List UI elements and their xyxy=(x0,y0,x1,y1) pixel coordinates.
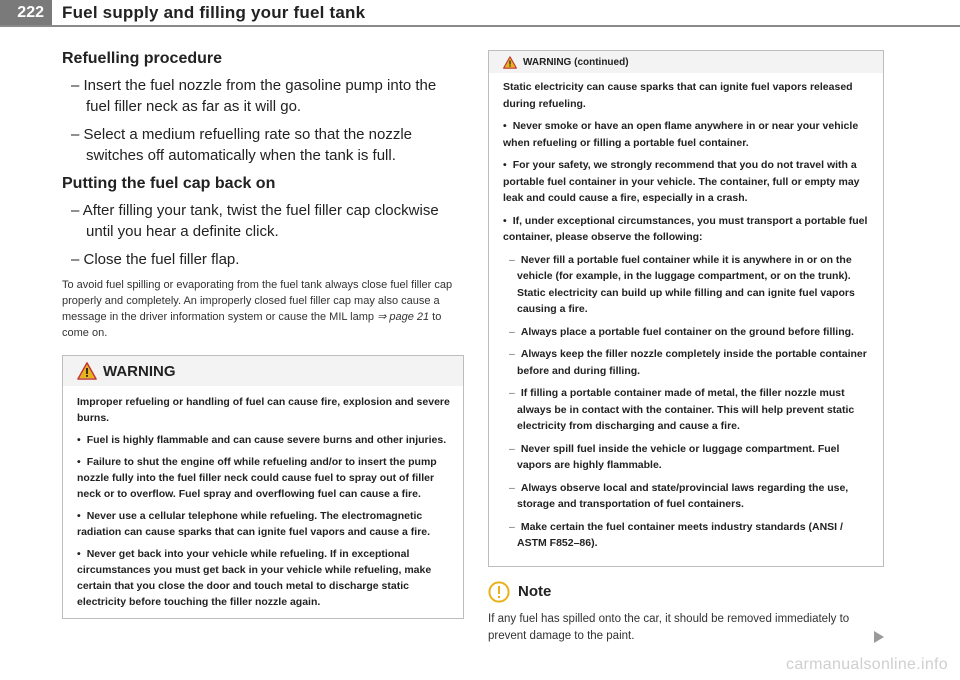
warning-bullet: • For your safety, we strongly recommend that you do not travel with a portable fuel container in your vehicle. The container, full or empty may leak and could cause a fire, especially in a crash. xyxy=(503,157,871,207)
warning-bullet: • Never smoke or have an open flame anywhere in or near your vehicle when refueling or filling a portable fuel container. xyxy=(503,118,871,151)
refuelling-step: – Select a medium refuelling rate so that the nozzle switches off automatically when the tank is full. xyxy=(71,126,413,164)
note-box xyxy=(488,581,884,645)
warning-subitem: – Never spill fuel inside the vehicle or luggage compartment. Fuel vapors are highly flammable. xyxy=(503,441,871,474)
note-text: If any fuel has spilled onto the car, it should be removed immediately to prevent damage to the paint. xyxy=(488,611,884,645)
fuel-cap-heading: Putting the fuel cap back on xyxy=(62,175,276,192)
warning-bullet: • Never get back into your vehicle while refueling. If in exceptional circumstances you must get back in your vehicle while refueling, make certain that you close the door and touch metal to discharge static electricity before touching the filler nozzle again. xyxy=(77,546,451,610)
warning-subitem: – Never fill a portable fuel container while it is anywhere in or on the vehicle (for example, in the luggage compartment, or on the trunk). Static electricity can build up while filling and can ignite fuel vapors causing a fire. xyxy=(503,252,871,318)
page-number: 222 xyxy=(17,4,44,21)
warning-subitem: – Always keep the filler nozzle completely inside the portable container before and during filling. xyxy=(503,346,871,379)
refuelling-step: – Insert the fuel nozzle from the gasoline pump into the fuel filler neck as far as it will go. xyxy=(71,77,437,115)
note-header xyxy=(488,581,884,603)
next-page-arrow-icon[interactable] xyxy=(874,631,884,643)
fuel-cap-step: – After filling your tank, twist the fuel filler cap clockwise until you hear a definite click. xyxy=(71,202,439,240)
warning-subitem: – Always observe local and state/provincial laws regarding the use, storage and transportation of fuel containers. xyxy=(503,480,871,513)
fuel-cap-step: – Close the fuel filler flap. xyxy=(71,251,240,268)
warning-box xyxy=(62,355,464,619)
note-label: Note xyxy=(518,583,552,600)
warning-header xyxy=(63,356,463,386)
warning-continued-label: WARNING (continued) xyxy=(523,56,629,68)
page-reference-link[interactable]: ⇒ page 21 xyxy=(377,311,430,323)
warning-label: WARNING xyxy=(103,362,176,380)
warning-bullet: • Failure to shut the engine off while refueling and/or to insert the pump nozzle fully into the fuel filler neck could cause fuel to spray out of filler neck or to overflow. Fuel spray and overflowing fuel can cause a fire. xyxy=(77,454,451,502)
warning-triangle-icon xyxy=(503,56,517,69)
watermark: carmanualsonline.info xyxy=(786,656,948,673)
warning-continued-box xyxy=(488,50,884,567)
header-divider xyxy=(0,25,960,27)
warning-continued-header xyxy=(489,51,883,73)
warning-subitem: – Always place a portable fuel container on the ground before filling. xyxy=(503,324,871,341)
page-header-title: Fuel supply and filling your fuel tank xyxy=(62,3,366,22)
fuel-cap-paragraph: To avoid fuel spilling or evaporating from the fuel tank always close fuel filler cap properly and completely. An improperly closed fuel filler cap may also cause a message in the driver information system or cause the MIL lamp ⇒ page 21 to come on. xyxy=(62,279,453,339)
warning-subitem: – Make certain the fuel container meets industry standards (ANSI / ASTM F852–86). xyxy=(503,519,871,552)
warning-triangle-icon xyxy=(77,362,97,380)
warning-bullet: • If, under exceptional circumstances, you must transport a portable fuel container, please observe the following: xyxy=(503,213,871,246)
warning-bullet: • Fuel is highly flammable and can cause severe burns and other injuries. xyxy=(77,432,451,448)
warning-intro: Static electricity can cause sparks that can ignite fuel vapors released during refueling. xyxy=(503,81,853,110)
warning-subitem: – If filling a portable container made of metal, the filler nozzle must always be in contact with the container. This will help prevent static electricity from discharging and cause a fire. xyxy=(503,385,871,435)
info-circle-icon xyxy=(488,581,510,603)
refuelling-heading: Refuelling procedure xyxy=(62,50,223,67)
warning-bullet: • Never use a cellular telephone while refueling. The electromagnetic radiation can cause sparks that can ignite fuel vapors and cause a fire. xyxy=(77,508,451,540)
left-column xyxy=(62,50,464,619)
right-column xyxy=(488,50,884,645)
warning-body xyxy=(63,386,463,618)
warning-intro: Improper refueling or handling of fuel can cause fire, explosion and severe burns. xyxy=(77,396,450,424)
warning-continued-body xyxy=(489,73,883,566)
